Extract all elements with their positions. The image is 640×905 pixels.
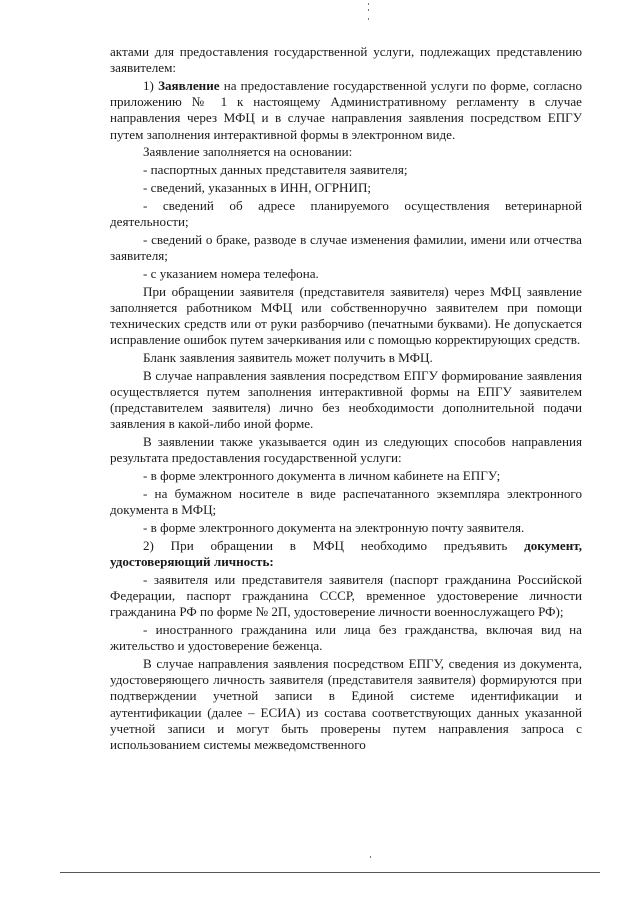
paragraph: - с указанием номера телефона. [143, 265, 319, 281]
scan-speck [370, 856, 371, 858]
paragraph: актами для предоставления государственной услуги, подлежащих представлению заявителем: [110, 44, 582, 76]
footer-rule [60, 872, 600, 873]
paragraph: При обращении заявителя (представителя заявителя) через МФЦ заявление заполняется работником МФЦ или собственноручно заявителем при помощи технических средств или от руки разборчиво (печатными буквами). Не допускается исправление ошибок путем зачеркивания или с помощью корректирующих средств. [110, 283, 582, 348]
paragraph: В случае направления заявления посредством ЕПГУ, сведения из документа, удостоверяющего личность заявителя (представителя заявителя) формируются при подтверждении учетной записи в Единой системе идентификации и аутентификации (далее – ЕСИА) из состава соответствующих данных указанной учетной записи и могут быть проверены путем направления запроса с использованием системы межведомственного [110, 656, 582, 753]
paragraph: В заявлении также указывается один из следующих способов направления результата предоставления государственной услуги: [110, 434, 582, 466]
paragraph: 2) При обращении в МФЦ необходимо предъявить документ, удостоверяющий личность: [110, 537, 582, 569]
scan-speck [368, 9, 369, 11]
paragraph: - сведений об адресе планируемого осуществления ветеринарной деятельности; [110, 197, 582, 229]
scan-speck [368, 18, 369, 20]
paragraph: - иностранного гражданина или лица без гражданства, включая вид на жительство и удостоверение беженца. [110, 622, 582, 654]
paragraph: Заявление заполняется на основании: [143, 144, 353, 160]
paragraph: - сведений, указанных в ИНН, ОГРНИП; [143, 180, 372, 195]
paragraph: - в форме электронного документа на электронную почту заявителя. [143, 520, 525, 535]
scan-speck [368, 3, 369, 5]
paragraph: В случае направления заявления посредством ЕПГУ формирование заявления осуществляется путем заполнения интерактивной формы на ЕПГУ заявителем (представителем заявителя) лично без необходимости дополнительной подачи заявления в какой-либо иной форме. [110, 367, 582, 432]
paragraph: 1) Заявление на предоставление государственной услуги по форме, согласно приложению № 1 к настоящему Административному регламенту в случае направления через МФЦ и в случае направления заявления посредством ЕПГУ путем заполнения интерактивной формы в электронном виде. [110, 78, 582, 142]
paragraph: Бланк заявления заявитель может получить в МФЦ. [143, 350, 433, 365]
paragraph: - в форме электронного документа в личном кабинете на ЕПГУ; [143, 468, 501, 484]
document-body [110, 44, 582, 753]
paragraph: - заявителя или представителя заявителя (паспорт гражданина Российской Федерации, паспорт гражданина СССР, временное удостоверение личности гражданина РФ по форме № 2П, удостоверение личности военнослужащего РФ); [110, 571, 582, 620]
paragraph: - паспортных данных представителя заявителя; [143, 162, 408, 178]
paragraph: - на бумажном носителе в виде распечатанного экземпляра электронного документа в МФЦ; [110, 486, 582, 518]
paragraph: - сведений о браке, разводе в случае изменения фамилии, имени или отчества заявителя; [110, 231, 582, 263]
